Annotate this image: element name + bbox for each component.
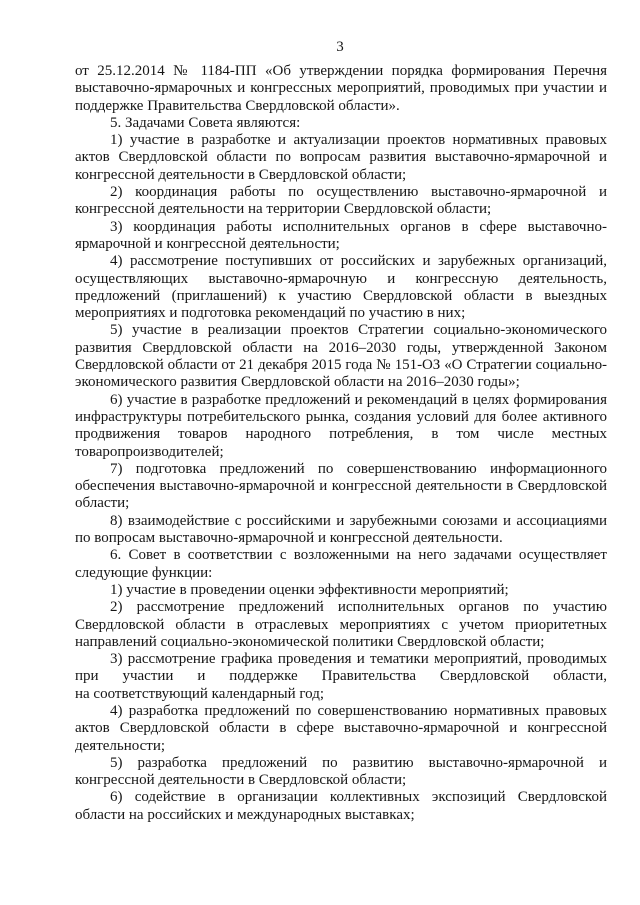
page-number: 3 [336,39,344,55]
text-line: актов Свердловской области по вопросам развития выставочно-ярмарочной и [75,149,607,166]
text-line: обеспечения выставочно-ярмарочной и конгрессной деятельности в Свердловской [75,478,607,495]
intro-paragraph [75,63,607,115]
text-line: 6) содействие в организации коллективных экспозиций Свердловской [110,789,607,806]
text-line: 1) участие в проведении оценки эффективности мероприятий; [110,581,509,598]
text-line: следующие функции: [75,564,213,581]
text-line: ярмарочной и конгрессной деятельности; [75,235,340,252]
function-item-6 [75,789,607,824]
text-line: 8) взаимодействие с российскими и зарубежными союзами и ассоциациями [110,512,607,529]
text-line: 3) рассмотрение графика проведения и тематики мероприятий, проводимых [110,651,607,668]
text-line: 6. Совет в соответствии с возложенными на него задачами осуществляет [110,547,607,564]
function-item-3 [75,651,607,703]
text-line: экономического развития Свердловской области на 2016–2030 годы»; [75,374,520,391]
section-6-heading [75,547,607,582]
text-line: предложений (приглашений) к участию Свердловской области в выездных [75,287,607,304]
task-item-7 [75,461,607,513]
text-line: 7) подготовка предложений по совершенствованию информационного [110,460,607,477]
text-line: Свердловской области от 21 декабря 2015 года № 151-ОЗ «О Стратегии социально- [75,357,607,374]
function-item-1 [75,582,607,599]
text-line: актов Свердловской области в сфере выставочно-ярмарочной и конгрессной [75,720,607,737]
function-item-2 [75,599,607,651]
text-line: 4) разработка предложений по совершенствованию нормативных правовых [110,702,607,719]
document-body [75,63,607,824]
text-line: на соответствующий календарный год; [75,685,325,702]
task-item-5 [75,322,607,391]
text-line: по вопросам выставочно-ярмарочной и конгрессной деятельности. [75,530,503,547]
function-item-4 [75,703,607,755]
section-5-heading [75,115,607,132]
text-line: 2) рассмотрение предложений исполнительных органов по участию [110,599,607,616]
text-line: конгрессной деятельности в Свердловской области; [75,166,407,183]
text-line: 5. Задачами Совета являются: [110,114,301,131]
task-item-2 [75,184,607,219]
text-line: продвижения товаров народного потребления, в том числе местных [75,426,607,443]
text-line: конгрессной деятельности на территории Свердловской области; [75,201,492,218]
text-line: 4) рассмотрение поступивших от российских и зарубежных организаций, [110,253,607,270]
text-line: конгрессной деятельности в Свердловской области; [75,772,407,789]
text-line: Свердловской области в отраслевых мероприятиях с учетом приоритетных [75,616,607,633]
text-line: мероприятиях и подготовка рекомендаций по участию в них; [75,305,466,322]
task-item-8 [75,513,607,548]
text-line: направлений социально-экономической политики Свердловской области; [75,633,545,650]
text-line: 1) участие в разработке и актуализации проектов нормативных правовых [110,132,607,149]
text-line: выставочно-ярмарочных и конгрессных мероприятий, проводимых при участии и [75,80,607,97]
text-line: 5) участие в реализации проектов Стратегии социально-экономического [110,322,607,339]
text-line: области на российских и международных выставках; [75,806,415,823]
text-line: развития Свердловской области на 2016–2030 годы, утвержденной Законом [75,339,607,356]
task-item-3 [75,219,607,254]
text-line: поддержке Правительства Свердловской области». [75,97,400,114]
text-line: от 25.12.2014 № 1184-ПП «Об утверждении порядка формирования Перечня [75,63,607,79]
text-line: 2) координация работы по осуществлению выставочно-ярмарочной и [110,184,607,201]
task-item-4 [75,253,607,322]
text-line: инфраструктуры потребительского рынка, создания условий для более активного [75,408,607,425]
task-item-1 [75,132,607,184]
task-item-6 [75,392,607,461]
text-line: при участии и поддержке Правительства Свердловской области, [75,668,607,685]
text-line: деятельности; [75,737,166,754]
text-line: 3) координация работы исполнительных органов в сфере выставочно- [110,218,607,235]
text-line: 5) разработка предложений по развитию выставочно-ярмарочной и [110,754,607,771]
text-line: области; [75,495,130,512]
text-line: товаропроизводителей; [75,443,224,460]
function-item-5 [75,755,607,790]
text-line: 6) участие в разработке предложений и рекомендаций в целях формирования [110,391,607,408]
text-line: осуществляющих выставочно-ярмарочную и конгрессную деятельность, [75,270,607,287]
